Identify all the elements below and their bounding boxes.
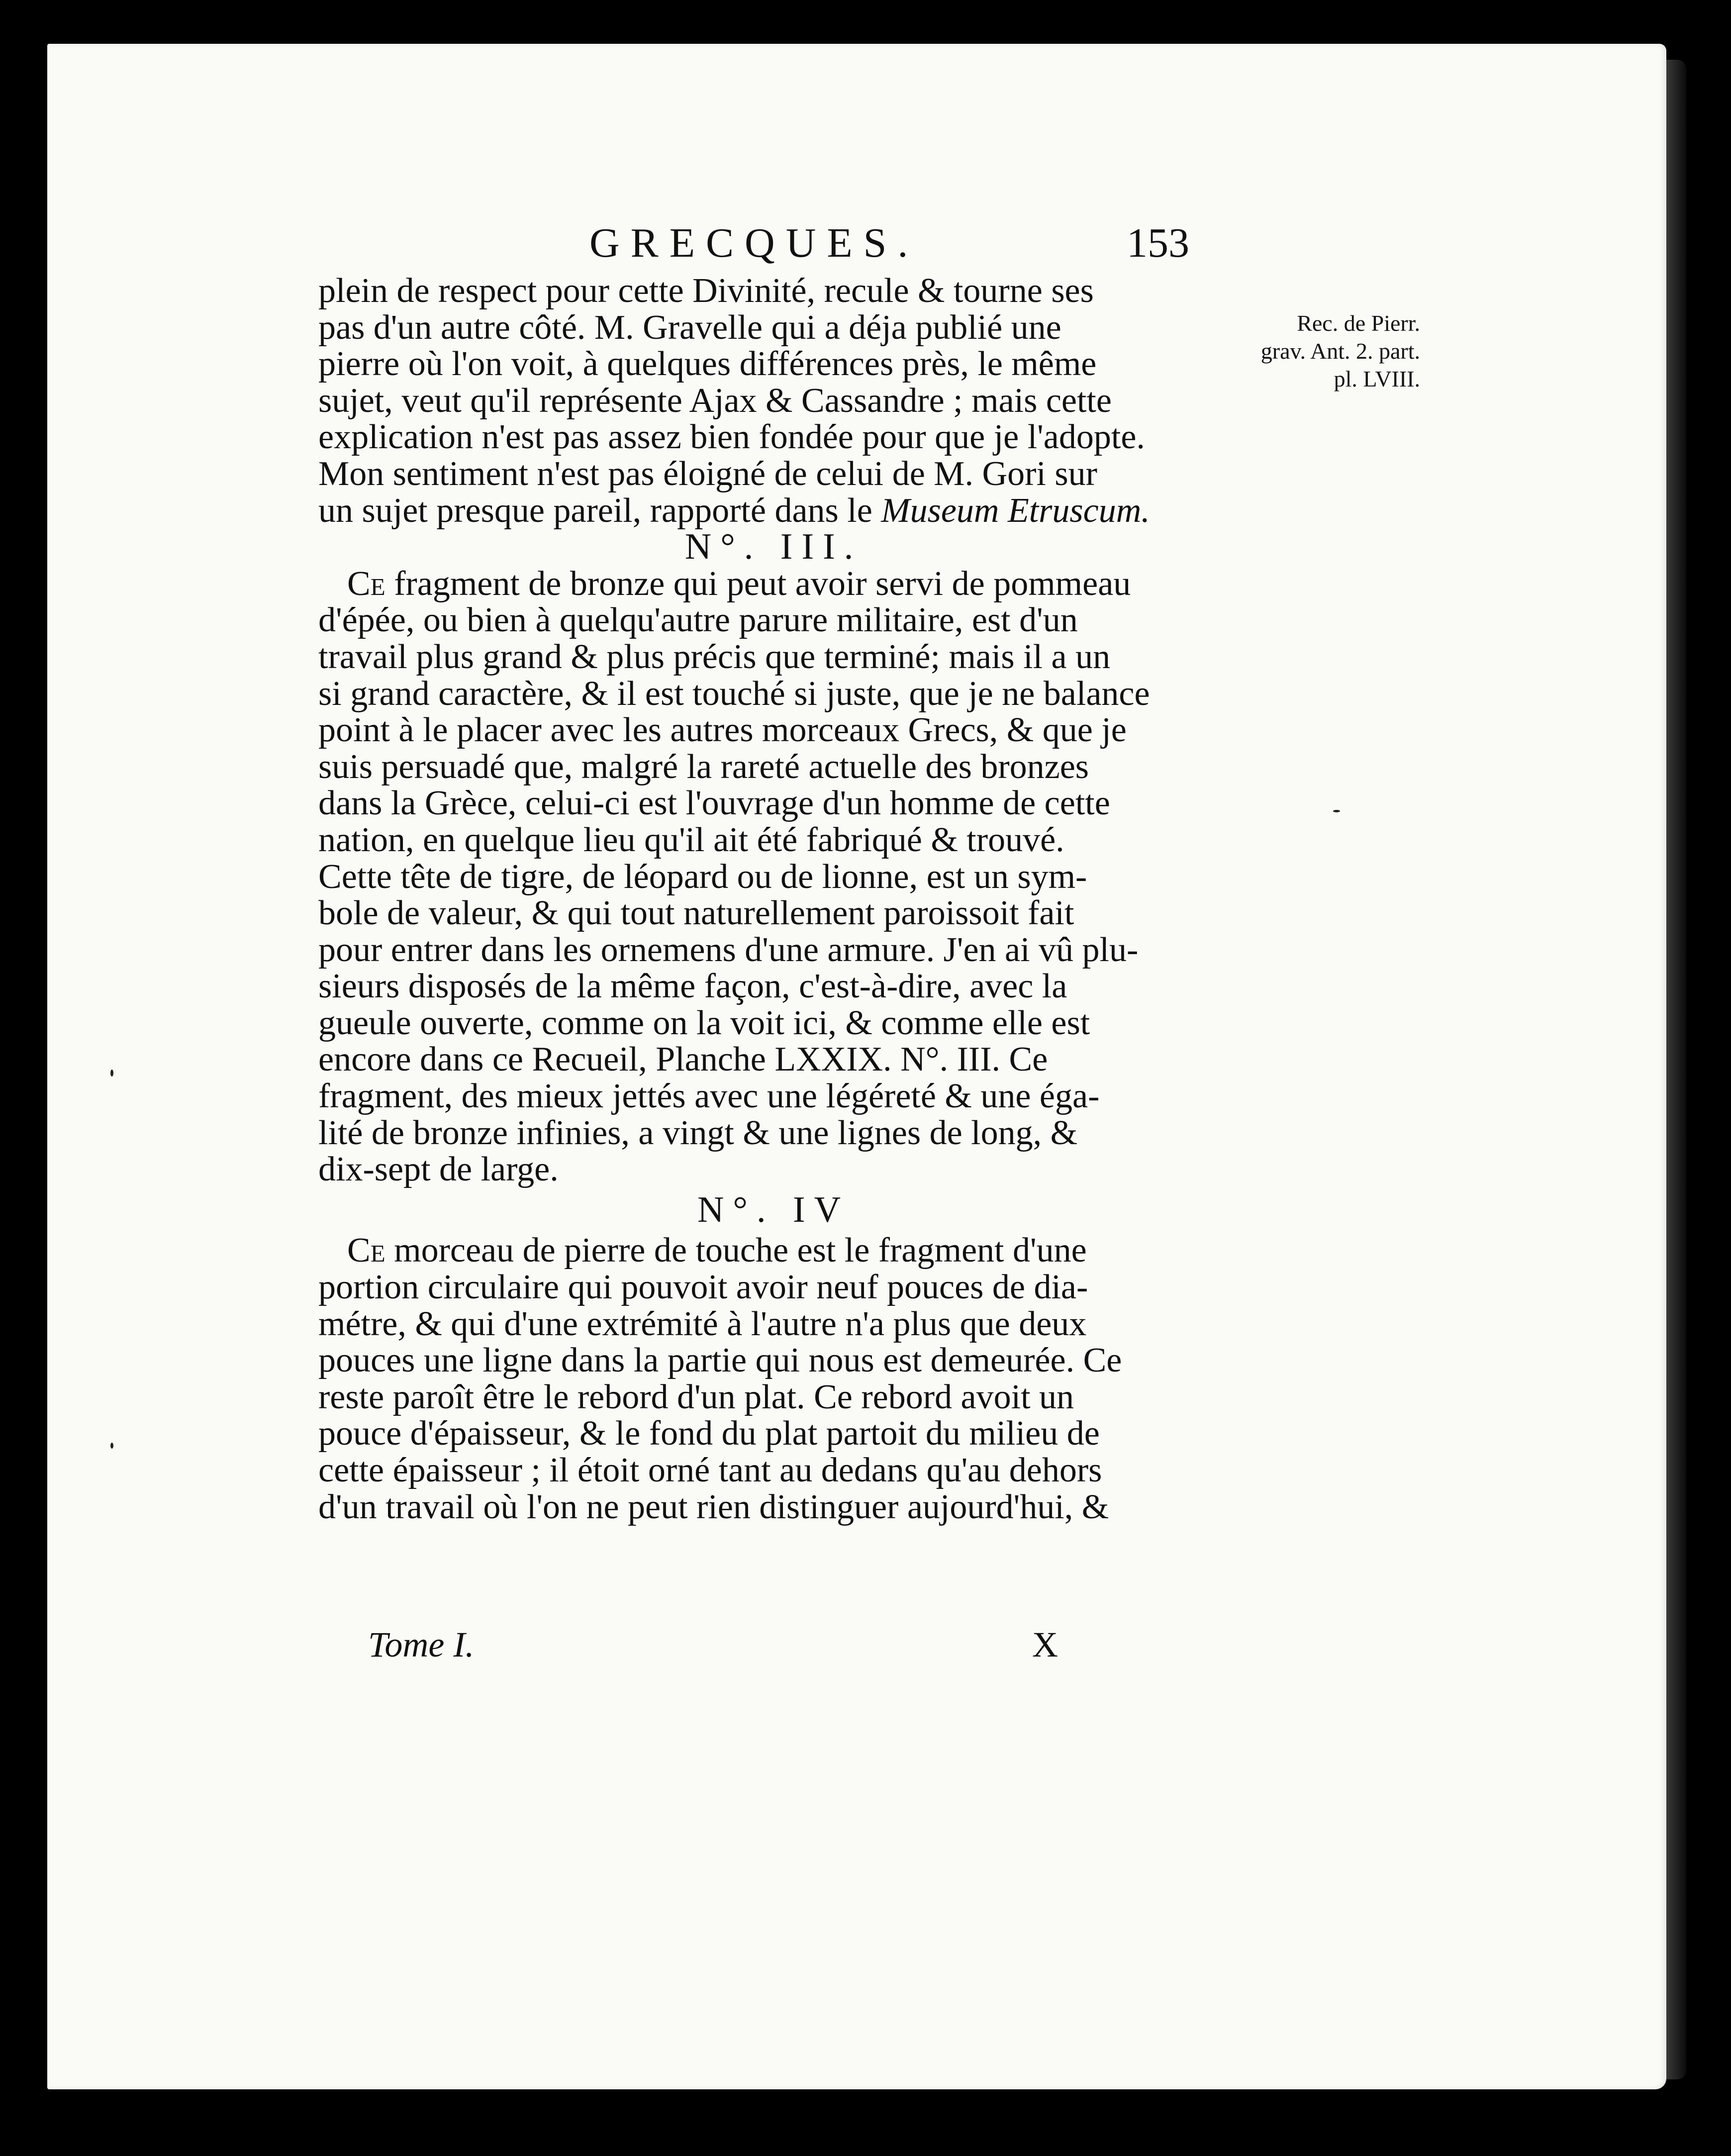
initial-word: Ce: [347, 1231, 385, 1270]
page-footer: [0, 1624, 1731, 1664]
text-line: [318, 492, 1229, 529]
body-text: [318, 273, 1229, 1525]
text-line: d'épée, ou bien à quelqu'autre parure militaire, est d'un: [318, 601, 1078, 640]
text-line: portion circulaire qui pouvoit avoir neuf pouces de dia-: [318, 1268, 1088, 1307]
text-line: explication n'est pas assez bien fondée pour que je l'adopte.: [318, 418, 1145, 457]
text-line: cette épaisseur ; il étoit orné tant au dedans qu'au dehors: [318, 1451, 1102, 1489]
paragraph-section-3: [318, 566, 1229, 1188]
text-line: nation, en quelque lieu qu'il ait été fabriqué & trouvé.: [318, 820, 1064, 859]
text-line: [318, 566, 1229, 602]
ink-speck: [110, 1443, 113, 1449]
text-line: dans la Grèce, celui-ci est l'ouvrage d'un homme de cette: [318, 784, 1110, 823]
initial-word: Ce: [347, 564, 385, 603]
text-line: si grand caractère, & il est touché si juste, que je ne balance: [318, 674, 1150, 713]
text-line: Cette tête de tigre, de léopard ou de lionne, est un sym-: [318, 857, 1087, 896]
text-line: encore dans ce Recueil, Planche LXXIX. N°. III. Ce: [318, 1040, 1048, 1079]
text-line: métre, & qui d'une extrémité à l'autre n'a plus que deux: [318, 1304, 1087, 1343]
page-number: 153: [1127, 220, 1189, 266]
text-line: sujet, veut qu'il représente Ajax & Cassandre ; mais cette: [318, 381, 1112, 420]
text-segment: fragment de bronze qui peut avoir servi de pommeau: [385, 564, 1131, 603]
text-line: dix-sept de large.: [318, 1150, 559, 1189]
ink-speck: [1333, 810, 1340, 812]
text-line: travail plus grand & plus précis que terminé; mais il a un: [318, 637, 1111, 676]
text-line: pour entrer dans les ornemens d'une armure. J'en ai vû plu-: [318, 930, 1139, 969]
text-line: suis persuadé que, malgré la rareté actuelle des bronzes: [318, 747, 1089, 786]
running-title: GRECQUES.: [589, 220, 919, 266]
margin-note-line: Rec. de Pierr.: [1297, 310, 1420, 336]
signature-mark: X: [1032, 1625, 1058, 1665]
ink-speck: [110, 1070, 113, 1077]
margin-note-line: grav. Ant. 2. part.: [1260, 338, 1420, 364]
italic-title: Museum Etruscum.: [881, 491, 1150, 530]
section-heading-3: N°. III.: [684, 526, 863, 568]
page-edge-shadow: [1666, 60, 1686, 2079]
text-line: fragment, des mieux jettés avec une légéreté & une éga-: [318, 1077, 1100, 1116]
margin-note-line: pl. LVIII.: [1334, 366, 1420, 392]
text-line: pas d'un autre côté. M. Gravelle qui a déja publié une: [318, 308, 1061, 347]
section-heading-4: N°. IV: [697, 1189, 850, 1230]
text-line: d'un travail où l'on ne peut rien distinguer aujourd'hui, &: [318, 1487, 1109, 1526]
tome-label: Tome I.: [368, 1625, 475, 1665]
text-line: point à le placer avec les autres morceaux Grecs, & que je: [318, 711, 1127, 750]
text-line: lité de bronze infinies, a vingt & une lignes de long, &: [318, 1113, 1078, 1152]
paragraph-continuation: [318, 273, 1229, 529]
text-line: reste paroît être le rebord d'un plat. Ce rebord avoit un: [318, 1377, 1074, 1416]
text-segment: morceau de pierre de touche est le fragment d'une: [385, 1231, 1087, 1270]
text-line: Mon sentiment n'est pas éloigné de celui de M. Gori sur: [318, 454, 1097, 493]
text-line: bole de valeur, & qui tout naturellement paroissoit fait: [318, 894, 1074, 933]
page-header: [0, 219, 1731, 264]
margin-note: [1251, 309, 1420, 393]
text-line: pouce d'épaisseur, & le fond du plat partoit du milieu de: [318, 1414, 1100, 1453]
text-line: sieurs disposés de la même façon, c'est-à-dire, avec la: [318, 967, 1067, 1006]
text-line: plein de respect pour cette Divinité, recule & tourne ses: [318, 272, 1094, 310]
text-segment: un sujet presque pareil, rapporté dans le: [318, 491, 881, 530]
text-line: gueule ouverte, comme on la voit ici, & comme elle est: [318, 1003, 1090, 1042]
text-line: [318, 1232, 1229, 1269]
text-line: pierre où l'on voit, à quelques différences près, le même: [318, 345, 1097, 384]
text-line: pouces une ligne dans la partie qui nous est demeurée. Ce: [318, 1341, 1122, 1380]
paragraph-section-4: [318, 1232, 1229, 1525]
